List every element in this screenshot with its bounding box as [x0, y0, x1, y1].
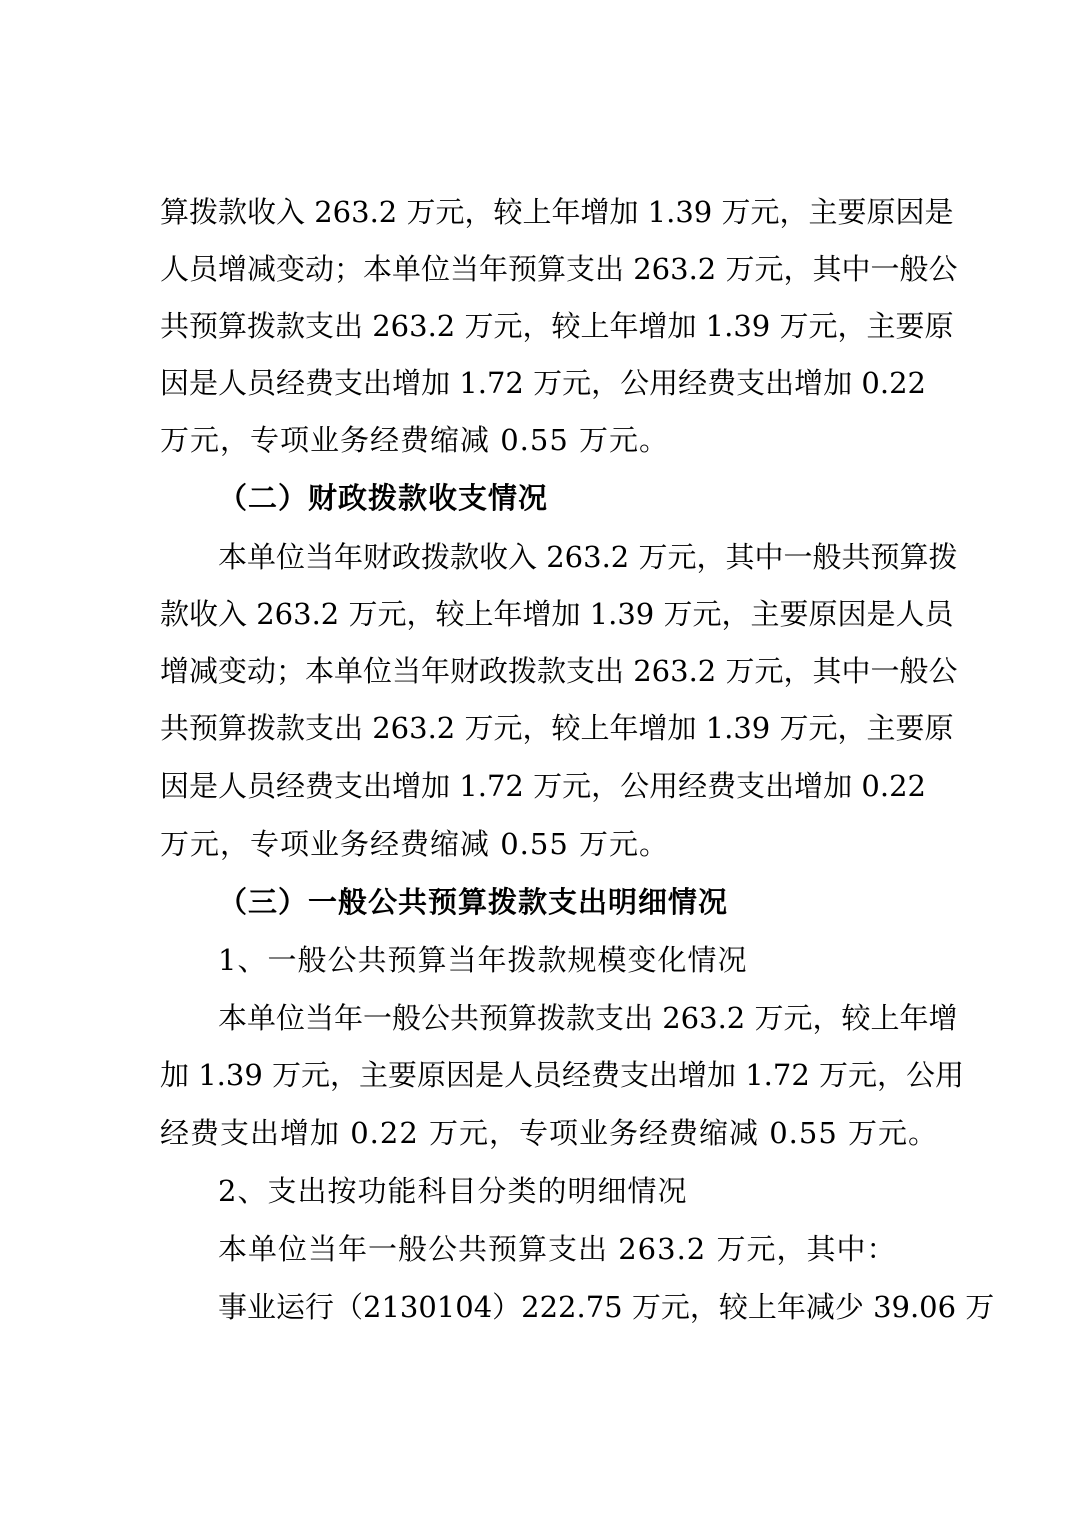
paragraph-line: 因是人员经费支出增加 1.72 万元，公用经费支出增加 0.22	[160, 366, 926, 400]
paragraph-line: 共预算拨款支出 263.2 万元，较上年增加 1.39 万元，主要原	[160, 309, 954, 343]
paragraph-line: 因是人员经费支出增加 1.72 万元，公用经费支出增加 0.22	[160, 769, 926, 803]
paragraph-line: 算拨款收入 263.2 万元，较上年增加 1.39 万元，主要原因是	[160, 195, 954, 229]
subsection-heading: 1、一般公共预算当年拨款规模变化情况	[218, 943, 748, 977]
paragraph-line: 本单位当年财政拨款收入 263.2 万元，其中一般共预算拨	[218, 540, 958, 574]
paragraph-line: 万元，专项业务经费缩减 0.55 万元。	[160, 827, 670, 861]
paragraph-line: 万元，专项业务经费缩减 0.55 万元。	[160, 423, 670, 457]
paragraph-line: 本单位当年一般公共预算支出 263.2 万元，其中：	[218, 1232, 897, 1266]
paragraph-line: 增减变动；本单位当年财政拨款支出 263.2 万元，其中一般公	[160, 654, 958, 688]
paragraph-line: 经费支出增加 0.22 万元，专项业务经费缩减 0.55 万元。	[160, 1116, 939, 1150]
paragraph-line: 本单位当年一般公共预算拨款支出 263.2 万元，较上年增	[218, 1001, 958, 1035]
paragraph-line: 人员增减变动；本单位当年预算支出 263.2 万元，其中一般公	[160, 252, 958, 286]
paragraph-line: 共预算拨款支出 263.2 万元，较上年增加 1.39 万元，主要原	[160, 711, 954, 745]
section-heading: （三）一般公共预算拨款支出明细情况	[218, 885, 729, 919]
paragraph-line: 事业运行（2130104）222.75 万元，较上年减少 39.06 万	[218, 1290, 995, 1324]
section-heading: （二）财政拨款收支情况	[218, 481, 549, 515]
subsection-heading: 2、支出按功能科目分类的明细情况	[218, 1174, 688, 1208]
paragraph-line: 款收入 263.2 万元，较上年增加 1.39 万元，主要原因是人员	[160, 597, 954, 631]
paragraph-line: 加 1.39 万元，主要原因是人员经费支出增加 1.72 万元，公用	[160, 1058, 965, 1092]
